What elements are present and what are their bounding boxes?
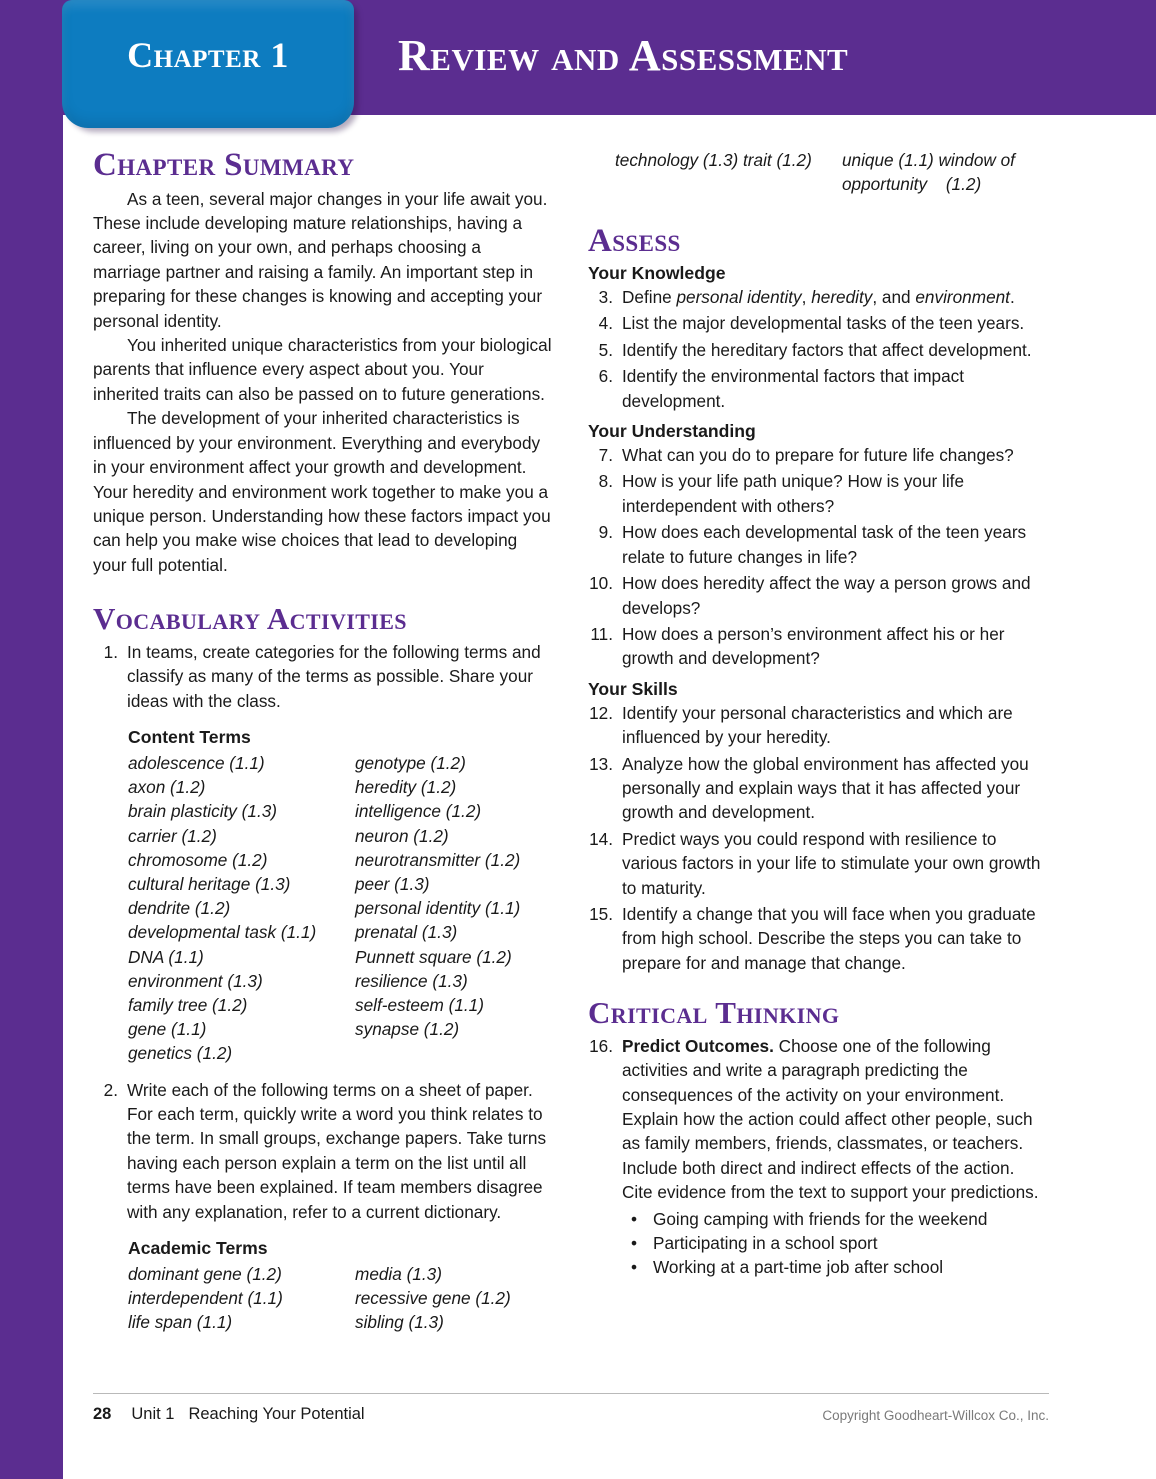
list-item-text: How is your life path unique? How is your life interdependent with others? (622, 471, 965, 516)
vocabulary-activities-heading: Vocabulary Activities (93, 601, 407, 637)
left-column (93, 148, 553, 1335)
term: developmental task (1.1) (128, 922, 317, 943)
term: DNA (1.1) (128, 946, 204, 967)
term: life span (1.1) (128, 1312, 233, 1333)
list-item-text (622, 285, 1048, 309)
list-item-number: 9. (598, 522, 613, 543)
content-terms-column-1 (128, 751, 355, 1066)
chapter-tab-label: Chapter 1 (127, 35, 289, 75)
list-item (588, 285, 1048, 309)
term: technology (1.3) (615, 150, 739, 170)
term: intelligence (1.2) (355, 801, 482, 822)
list-item (588, 311, 1048, 335)
term: self-esteem (1.1) (355, 994, 484, 1015)
content-terms-column-2 (355, 751, 553, 1066)
list-item-number: 10. (589, 573, 613, 594)
term: genetics (1.2) (128, 1043, 233, 1064)
bullet-icon: • (631, 1208, 638, 1229)
vocabulary-activities-list (93, 640, 553, 713)
continued-terms-column-2 (842, 148, 1048, 196)
term: family tree (1.2) (128, 994, 248, 1015)
list-item-text: Identify a change that you will face when you graduate from high school. Describe the steps you can take to prepare for and manage that change. (622, 903, 1036, 973)
term: neuron (1.2) (355, 825, 449, 846)
list-item-number: 5. (598, 339, 613, 360)
term: synapse (1.2) (355, 1019, 460, 1040)
term: genotype (1.2) (355, 752, 466, 773)
list-item (588, 364, 1048, 413)
list-item (588, 701, 1048, 750)
term-emphasis: heredity (811, 287, 873, 308)
assess-heading: Assess (588, 223, 681, 260)
list-item-number: 11. (590, 623, 613, 644)
list-item (588, 622, 1048, 671)
list-item-number: 16. (589, 1035, 613, 1056)
term: neurotransmitter (1.2) (355, 849, 521, 870)
term: adolescence (1.1) (128, 752, 265, 773)
term-continuation: (1.2) (945, 174, 982, 195)
chapter-tab (62, 0, 354, 128)
list-item-text: What can you do to prepare for future life changes? (622, 445, 1014, 466)
term: carrier (1.2) (128, 825, 217, 846)
critical-thinking-bullets (588, 1207, 1048, 1280)
your-skills-list (588, 701, 1048, 975)
term: recessive gene (1.2) (355, 1288, 511, 1309)
list-item-number: 2. (103, 1079, 118, 1100)
academic-terms-column-1 (128, 1262, 355, 1335)
footer-divider (93, 1393, 1049, 1394)
list-item (588, 902, 1048, 975)
term: chromosome (1.2) (128, 849, 268, 870)
critical-thinking-heading: Critical Thinking (588, 995, 840, 1031)
footer-left (93, 1405, 365, 1424)
chapter-summary-paragraph-3: The development of your inherited characteristics is influenced by your environment. Everything and everybody in your environment affect your growth and development. Your heredity and environment work together to make you a unique person. Understanding how these factors impact you can help you make wise choices that lead to developing your full potential. (93, 408, 551, 575)
list-item-text: In teams, create categories for the following terms and classify as many of the terms as possible. Share your ideas with the class. (127, 641, 541, 711)
term: prenatal (1.3) (355, 922, 458, 943)
list-item (588, 338, 1048, 362)
list-item (631, 1207, 1048, 1231)
list-item-text: Analyze how the global environment has affected you personally and explain ways that it has affected your growth and development. (622, 753, 1029, 823)
content-terms-grid (93, 751, 553, 1066)
page-number: 28 (93, 1405, 112, 1423)
academic-terms-grid (93, 1262, 553, 1335)
list-item (631, 1255, 1048, 1279)
continued-terms-column-1 (615, 148, 842, 196)
your-understanding-list (588, 443, 1048, 671)
list-item (588, 1034, 1048, 1205)
term: brain plasticity (1.3) (128, 801, 278, 822)
list-item-text: Predict ways you could respond with resilience to various factors in your life to stimulate your own growth to maturity. (622, 828, 1041, 898)
list-item (588, 571, 1048, 620)
list-item-number: 4. (598, 313, 613, 334)
list-item-text: Identify your personal characteristics and which are influenced by your heredity. (622, 702, 1013, 748)
copyright-notice: Copyright Goodheart-Willcox Co., Inc. (822, 1408, 1049, 1423)
bold-lead-in: Predict Outcomes. (622, 1035, 774, 1056)
term: window of opportunity (842, 150, 1015, 195)
text-fragment: , and (872, 287, 916, 308)
list-item (588, 827, 1048, 900)
list-item-text: Identify the environmental factors that impact development. (622, 366, 965, 411)
list-item (588, 469, 1048, 518)
term: Punnett square (1.2) (355, 946, 512, 967)
your-knowledge-heading: Your Knowledge (588, 263, 726, 284)
list-item-number: 12. (589, 702, 613, 723)
your-skills-heading: Your Skills (588, 678, 678, 699)
text-fragment: Choose one of the following activities and write a paragraph predicting the consequences of the activity on your environment. Explain how the action could affect other people, such as family members, friends, classmates, or teachers. Include both direct and indirect effects of the action. Cite evidence from the text to support your predictions. (622, 1035, 1039, 1203)
continued-terms-grid (588, 148, 1048, 196)
list-item-text: How does each developmental task of the teen years relate to future changes in life? (622, 522, 1027, 567)
list-item-number: 3. (598, 287, 613, 308)
term: sibling (1.3) (355, 1312, 444, 1333)
list-item-text: How does heredity affect the way a person grows and develops? (622, 573, 1031, 618)
term: dendrite (1.2) (128, 898, 231, 919)
text-fragment: , (801, 287, 812, 308)
list-item-text: Write each of the following terms on a sheet of paper. For each term, quickly write a word you think relates to the term. In small groups, exchange papers. Take turns having each person explain a term on the list until all terms have been explained. If team members disagree with any explanation, refer to a current dictionary. (127, 1079, 547, 1222)
list-item-number: 14. (589, 828, 613, 849)
term: heredity (1.2) (355, 777, 457, 798)
your-knowledge-list (588, 285, 1048, 413)
list-item-number: 6. (598, 366, 613, 387)
list-item-number: 13. (589, 753, 613, 774)
term: personal identity (1.1) (355, 898, 521, 919)
list-item-text: Identify the hereditary factors that affect development. (622, 339, 1032, 360)
footer-unit: Unit 1 (131, 1405, 175, 1423)
list-item-text: How does a person’s environment affect his or her growth and development? (622, 623, 1005, 669)
list-item-number: 8. (598, 471, 613, 492)
bullet-icon: • (631, 1257, 638, 1278)
footer-unit-title: Reaching Your Potential (188, 1405, 365, 1423)
list-item-text: List the major developmental tasks of the teen years. (622, 313, 1025, 334)
your-understanding-heading: Your Understanding (588, 421, 756, 442)
page-title: Review and Assessment (398, 31, 849, 80)
list-item-text: Participating in a school sport (653, 1233, 878, 1253)
list-item (631, 1231, 1048, 1255)
list-item-number: 1. (103, 641, 118, 662)
content-terms-heading: Content Terms (128, 726, 251, 747)
academic-terms-column-2 (355, 1262, 553, 1335)
chapter-summary-paragraph-2: You inherited unique characteristics from your biological parents that influence every aspect about you. Your inherited traits can also be passed on to future generations. (93, 335, 552, 404)
text-fragment: . (1009, 287, 1015, 308)
critical-thinking-list (588, 1034, 1048, 1205)
list-item (588, 443, 1048, 467)
term: cultural heritage (1.3) (128, 873, 291, 894)
list-item-text: Working at a part-time job after school (653, 1257, 944, 1278)
list-item (588, 520, 1048, 569)
list-item (93, 640, 553, 713)
chapter-summary-heading: Chapter Summary (93, 147, 355, 183)
list-item-text: Going camping with friends for the weekend (653, 1208, 988, 1229)
vocabulary-activities-list-2 (93, 1078, 553, 1224)
academic-terms-heading: Academic Terms (128, 1237, 268, 1258)
term: media (1.3) (355, 1263, 442, 1284)
left-purple-spine (0, 0, 63, 1479)
term: peer (1.3) (355, 873, 430, 894)
list-item (588, 752, 1048, 825)
bullet-icon: • (631, 1233, 638, 1253)
term: environment (1.3) (128, 970, 263, 991)
term: trait (1.2) (743, 150, 812, 170)
term: resilience (1.3) (355, 970, 468, 991)
list-item-number: 15. (589, 903, 613, 924)
term: interdependent (1.1) (128, 1288, 283, 1309)
list-item-text (622, 1034, 1048, 1205)
chapter-summary-paragraph-1: As a teen, several major changes in your life await you. These include developing mature relationships, having a career, living on your own, and perhaps choosing a marriage partner and raising a family. An important step in preparing for these changes is knowing and accepting your personal identity. (93, 188, 548, 331)
term: unique (1.1) (842, 150, 934, 170)
right-column (588, 148, 1048, 1280)
term: gene (1.1) (128, 1019, 207, 1040)
term: axon (1.2) (128, 777, 206, 798)
term: dominant gene (1.2) (128, 1263, 282, 1284)
text-fragment: Define (622, 287, 677, 308)
list-item-number: 7. (598, 445, 613, 466)
list-item (93, 1078, 553, 1224)
term-emphasis: environment (915, 287, 1010, 308)
term-emphasis: personal identity (676, 287, 802, 308)
